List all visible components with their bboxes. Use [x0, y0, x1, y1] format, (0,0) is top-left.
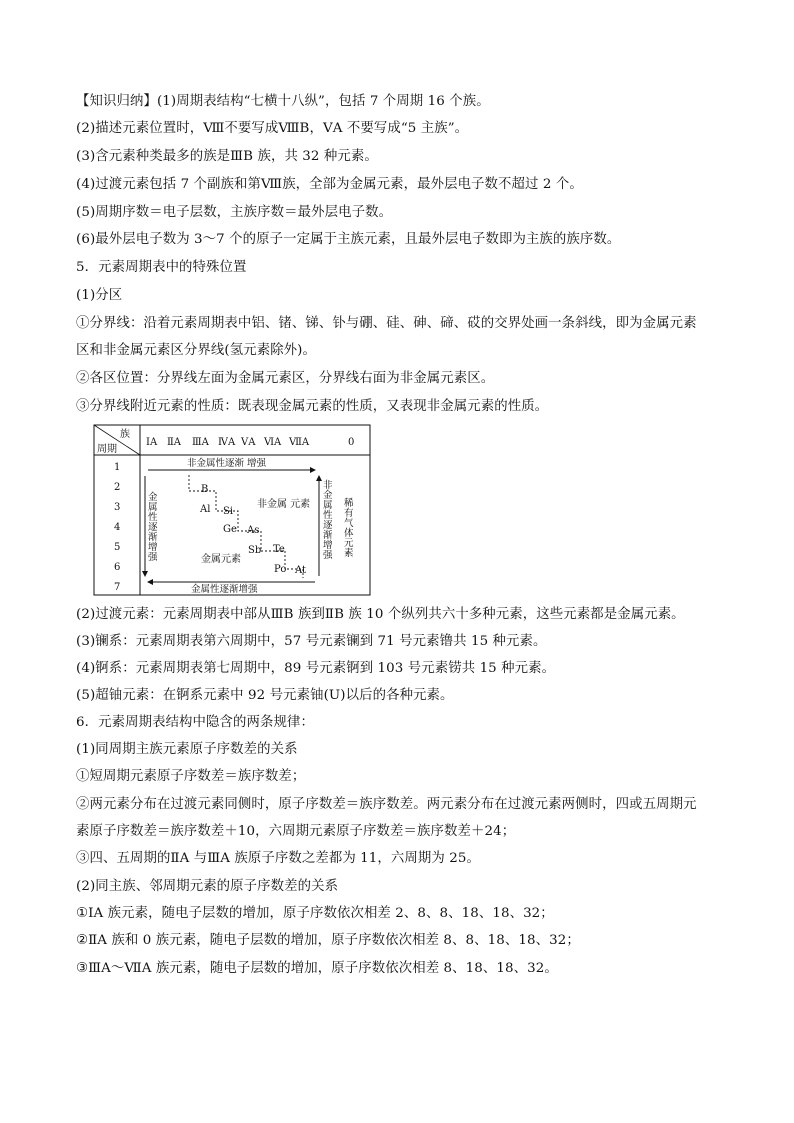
svg-text:逐: 逐 — [323, 520, 333, 531]
group-label: 0 — [348, 437, 355, 448]
text-line: ③ⅢA～ⅦA 族元素，随电子层数的增加，原子序数依次相差 8、18、18、32。 — [76, 961, 558, 976]
text-line: (1)分区 — [76, 288, 123, 303]
svg-text:渐: 渐 — [323, 530, 333, 541]
svg-text:金: 金 — [323, 490, 333, 501]
metal-region-label: 金属元素 — [201, 554, 241, 565]
svg-text:增: 增 — [323, 540, 333, 551]
diagram-svg — [93, 424, 371, 596]
period-number: 6 — [114, 562, 121, 573]
element-ge: Ge — [223, 524, 237, 535]
svg-text:非: 非 — [323, 480, 333, 491]
text-line: ②ⅡA 族和 0 族元素，随电子层数的增加，原子序数依次相差 8、8、18、18、32； — [76, 933, 580, 948]
svg-text:素: 素 — [344, 548, 354, 559]
text-line: ②两元素分布在过渡元素同侧时，原子序数差＝族序数差。两元素分布在过渡元素两侧时，四或五周期元 — [76, 797, 697, 812]
knowledge-summary-heading: 【知识归纳】(1)周期表结构“七横十八纵”，包括 7 个周期 16 个族。 — [76, 94, 490, 109]
svg-text:有: 有 — [344, 508, 354, 519]
svg-text:渐: 渐 — [148, 532, 158, 543]
period-number: 2 — [114, 482, 121, 493]
period-number: 1 — [114, 462, 121, 473]
element-sb: Sb — [248, 545, 262, 556]
svg-text:属: 属 — [148, 502, 158, 513]
text-line: (1)同周期主族元素原子序数差的关系 — [76, 742, 298, 757]
text-line: (5)超铀元素：在锕系元素中 92 号元素铀(U)以后的各种元素。 — [76, 688, 454, 703]
element-si: Si — [223, 506, 234, 517]
group-label: ⅡA — [167, 437, 182, 448]
element-as: As — [247, 525, 260, 536]
svg-text:性: 性 — [148, 512, 158, 523]
header-period-label: 周期 — [97, 444, 117, 455]
text-line: 区和非金属元素区分界线(氢元素除外)。 — [76, 343, 316, 358]
svg-text:强: 强 — [148, 552, 158, 563]
bottom-arrow-label: 金属性逐渐增强 — [191, 584, 258, 595]
group-label: ⅦA — [289, 437, 310, 448]
svg-text:稀: 稀 — [344, 498, 354, 509]
svg-text:性: 性 — [323, 510, 333, 521]
element-po: Po — [274, 564, 287, 575]
svg-text:体: 体 — [344, 528, 354, 539]
svg-text:属: 属 — [323, 500, 333, 511]
text-line: (2)同主族、邻周期元素的原子序数差的关系 — [76, 879, 339, 894]
text-line: (2)描述元素位置时，Ⅷ不要写成ⅧB，ⅤA 不要写成“5 主族”。 — [76, 121, 469, 136]
period-number: 3 — [114, 502, 121, 513]
period-number: 7 — [114, 582, 121, 593]
svg-text:金: 金 — [148, 492, 158, 503]
group-label: ⅢA — [192, 437, 209, 448]
group-label: ⅠA — [146, 437, 158, 448]
svg-text:增: 增 — [148, 542, 158, 553]
text-line: (3)含元素种类最多的族是ⅢB 族，共 32 种元素。 — [76, 149, 378, 164]
group-label: ⅥA — [264, 437, 282, 448]
period-number: 5 — [114, 542, 121, 553]
group-label: ⅤA — [241, 437, 256, 448]
text-line: ①短周期元素原子序数差＝族序数差； — [76, 769, 306, 784]
element-te: Te — [273, 544, 285, 555]
period-number: 4 — [114, 522, 121, 533]
section-heading: 5．元素周期表中的特殊位置 — [76, 260, 247, 275]
right-arrow-label — [323, 479, 333, 561]
svg-text:元: 元 — [344, 538, 354, 549]
text-line: ①ⅠA 族元素，随电子层数的增加，原子序数依次相差 2、8、8、18、18、32； — [76, 906, 554, 921]
svg-text:强: 强 — [323, 550, 333, 561]
element-b: B — [201, 484, 209, 495]
element-at: At — [295, 565, 307, 576]
nonmetal-region-label: 非金属 元素 — [257, 499, 311, 510]
text-line: (4)锕系：元素周期表第七周期中，89 号元素锕到 103 号元素铹共 15 种元素。 — [76, 661, 556, 676]
text-line: (6)最外层电子数为 3～7 个的原子一定属于主族元素，且最外层电子数即为主族的族序数。 — [76, 232, 621, 247]
periodic-table-partition-diagram — [93, 424, 371, 596]
text-line: (2)过渡元素：元素周期表中部从ⅢB 族到ⅡB 族 10 个纵列共六十多种元素，这些元素都是金属元素。 — [76, 607, 685, 622]
header-group-label: 族 — [120, 429, 130, 440]
text-line: 素原子序数差＝族序数差＋10，六周期元素原子序数差＝族序数差＋24； — [76, 824, 516, 839]
text-line: ①分界线：沿着元素周期表中铝、锗、锑、钋与硼、硅、砷、碲、砹的交界处画一条斜线，即为金属元素 — [76, 316, 697, 331]
text-line: (5)周期序数＝电子层数，主族序数＝最外层电子数。 — [76, 205, 393, 220]
text-line: ②各区位置：分界线左面为金属元素区，分界线右面为非金属元素区。 — [76, 371, 495, 386]
text-line: (4)过渡元素包括 7 个副族和第Ⅷ族，全部为金属元素，最外层电子数不超过 2 个。 — [76, 177, 583, 192]
svg-text:逐: 逐 — [148, 522, 158, 533]
group-label: ⅣA — [218, 437, 236, 448]
top-arrow-label: 非金属性逐渐 增强 — [187, 458, 267, 469]
text-line: (3)镧系：元素周期表第六周期中，57 号元素镧到 71 号元素镥共 15 种元素。 — [76, 634, 547, 649]
text-line: ③四、五周期的ⅡA 与ⅢA 族原子序数之差都为 11，六周期为 25。 — [76, 851, 480, 866]
element-al: Al — [200, 504, 211, 515]
svg-text:气: 气 — [344, 518, 354, 529]
text-line: ③分界线附近元素的性质：既表现金属元素的性质，又表现非金属元素的性质。 — [76, 399, 549, 414]
left-arrow-label — [148, 491, 158, 563]
section-heading: 6．元素周期表结构中隐含的两条规律： — [76, 715, 314, 730]
noble-gas-label — [344, 497, 354, 559]
